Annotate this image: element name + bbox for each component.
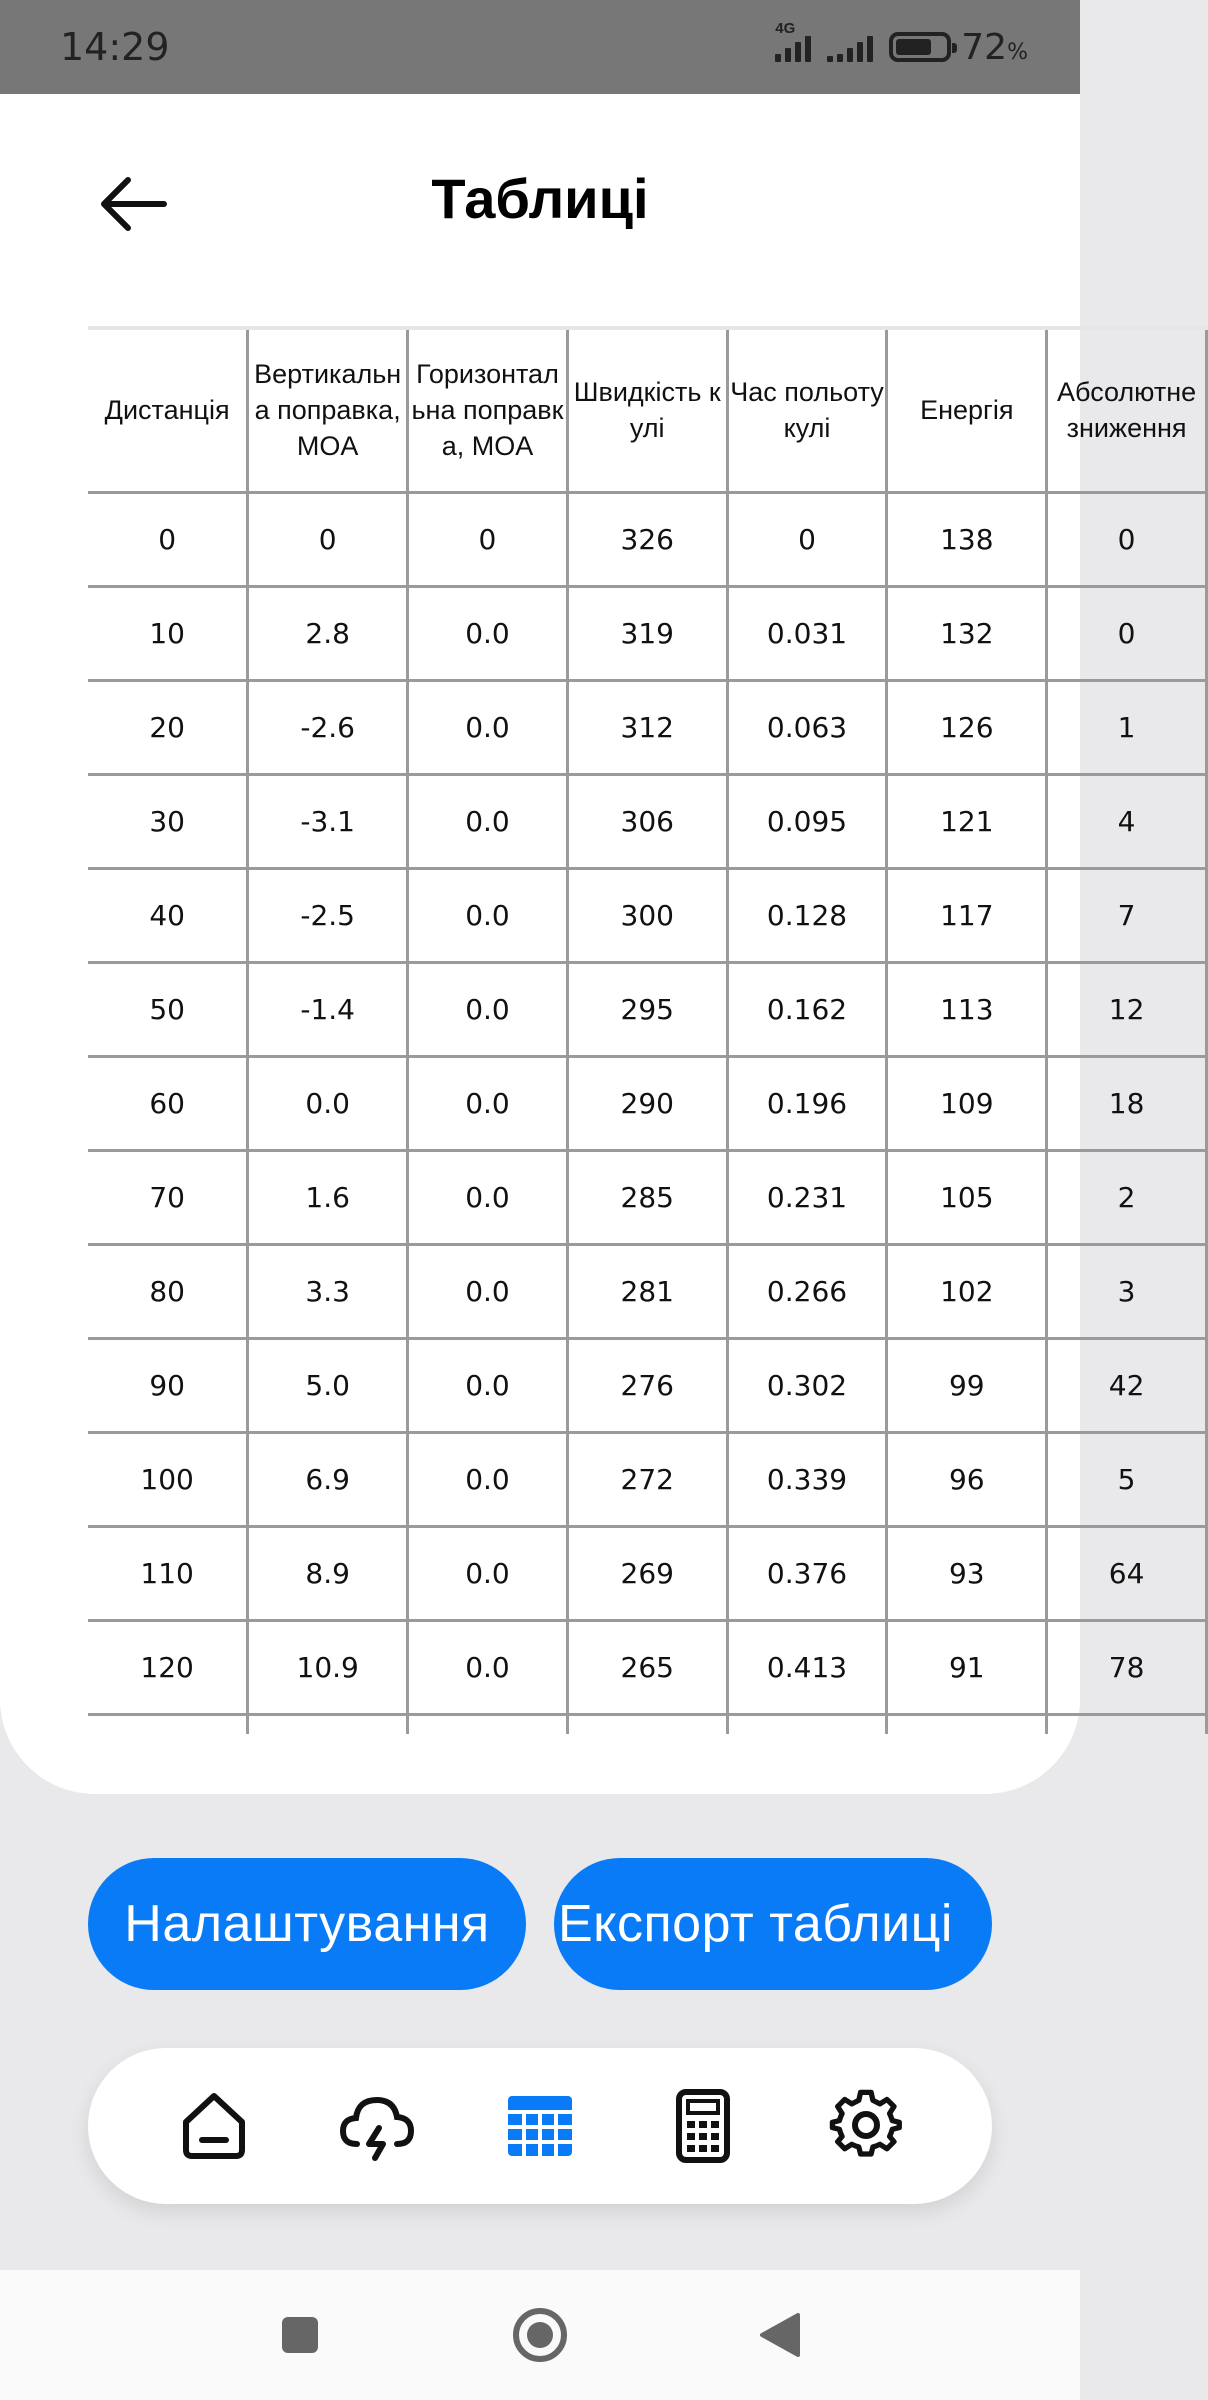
table-cell: 105 (887, 1150, 1047, 1244)
table-cell: 319 (567, 586, 727, 680)
recents-button[interactable] (265, 2300, 335, 2370)
table-cell: 0.302 (727, 1338, 887, 1432)
circle-icon (511, 2306, 569, 2364)
table-cell: 0.0 (408, 962, 568, 1056)
table-cell-empty (248, 1714, 408, 1734)
table-cell: 0.196 (727, 1056, 887, 1150)
table-row (88, 586, 1207, 680)
table-cell: 10.9 (248, 1620, 408, 1714)
table-row (88, 1056, 1207, 1150)
table-cell: 30 (88, 774, 248, 868)
table-cell: 121 (887, 774, 1047, 868)
table-cell: 0.266 (727, 1244, 887, 1338)
table-cell: 3.3 (248, 1244, 408, 1338)
table-cell: 42 (1047, 1338, 1207, 1432)
cellular-signal-icon (775, 20, 811, 62)
table-row (88, 774, 1207, 868)
table-cell: 0.162 (727, 962, 887, 1056)
table-cell: 96 (887, 1432, 1047, 1526)
table-cell: 6.9 (248, 1432, 408, 1526)
table-row-partial (88, 1714, 1207, 1734)
table-cell: 265 (567, 1620, 727, 1714)
table-cell: 0.0 (408, 868, 568, 962)
table-cell: 269 (567, 1526, 727, 1620)
battery-percent: 72 (961, 26, 1008, 68)
table-cell: 276 (567, 1338, 727, 1432)
table-cell-empty (88, 1714, 248, 1734)
table-header-cell: Вертикальна поправка, MOA (248, 328, 408, 492)
weather-icon (337, 2088, 417, 2164)
nav-item-calculator[interactable] (658, 2081, 748, 2171)
export-table-button[interactable]: Експорт таблиці (554, 1858, 992, 1990)
table-cell: 0 (408, 492, 568, 586)
table-header-cell: Горизонтальна поправка, MOA (408, 328, 568, 492)
table-cell: 0.063 (727, 680, 887, 774)
ballistic-table[interactable] (88, 326, 1197, 1726)
table-cell: 0.231 (727, 1150, 887, 1244)
table-cell: 7 (1047, 868, 1207, 962)
status-bar (0, 0, 1080, 94)
table-cell: 132 (887, 586, 1047, 680)
settings-button[interactable]: Налаштування (88, 1858, 526, 1990)
table-header-cell: Абсолютне зниження (1047, 328, 1207, 492)
table-cell: 0.031 (727, 586, 887, 680)
table-cell: 312 (567, 680, 727, 774)
home-system-button[interactable] (505, 2300, 575, 2370)
table-cell: 0.339 (727, 1432, 887, 1526)
table-icon (505, 2091, 575, 2161)
table-cell: 0.0 (408, 1056, 568, 1150)
table-cell: 290 (567, 1056, 727, 1150)
table-cell: 0.0 (408, 1526, 568, 1620)
table-cell: 20 (88, 680, 248, 774)
table-body (88, 492, 1207, 1734)
table-cell: 0 (1047, 492, 1207, 586)
table-cell: 78 (1047, 1620, 1207, 1714)
table-cell: 3 (1047, 1244, 1207, 1338)
table-cell: 50 (88, 962, 248, 1056)
table-cell: 64 (1047, 1526, 1207, 1620)
nav-item-weather[interactable] (332, 2081, 422, 2171)
table-row (88, 680, 1207, 774)
table-row (88, 492, 1207, 586)
table-row (88, 1526, 1207, 1620)
header (0, 94, 1080, 314)
table-cell: 0.376 (727, 1526, 887, 1620)
table-cell: 5 (1047, 1432, 1207, 1526)
status-time: 14:29 (60, 25, 170, 69)
table-cell: 109 (887, 1056, 1047, 1150)
table-cell: 12 (1047, 962, 1207, 1056)
table-cell: 0.0 (408, 1338, 568, 1432)
table-cell: 40 (88, 868, 248, 962)
table-cell: 4 (1047, 774, 1207, 868)
table-cell-empty (887, 1714, 1047, 1734)
table-row (88, 1338, 1207, 1432)
table-cell: 10 (88, 586, 248, 680)
table-cell: 0.0 (408, 1150, 568, 1244)
back-system-button[interactable] (745, 2300, 815, 2370)
status-indicators (775, 20, 1028, 68)
action-buttons (88, 1858, 992, 1990)
table-cell: 138 (887, 492, 1047, 586)
battery-indicator (889, 27, 1028, 68)
table-row (88, 1244, 1207, 1338)
table-cell: 0.0 (408, 680, 568, 774)
table-cell: 0.0 (408, 1620, 568, 1714)
table-row (88, 868, 1207, 962)
table-cell: 0.413 (727, 1620, 887, 1714)
table-cell: -2.5 (248, 868, 408, 962)
bottom-nav (88, 2048, 992, 2204)
table-cell: 0 (88, 492, 248, 586)
table-cell: 102 (887, 1244, 1047, 1338)
table-cell: 120 (88, 1620, 248, 1714)
square-icon (280, 2315, 320, 2355)
table-cell: 326 (567, 492, 727, 586)
table-cell: 91 (887, 1620, 1047, 1714)
table-cell: 1.6 (248, 1150, 408, 1244)
table-cell: 0.0 (408, 586, 568, 680)
nav-item-tables[interactable] (495, 2081, 585, 2171)
table-cell: 117 (887, 868, 1047, 962)
table-cell: 110 (88, 1526, 248, 1620)
table-cell: 295 (567, 962, 727, 1056)
battery-icon (889, 32, 951, 62)
page-title: Таблиці (431, 167, 649, 230)
table-cell: 5.0 (248, 1338, 408, 1432)
table-cell: 2.8 (248, 586, 408, 680)
table-cell: 8.9 (248, 1526, 408, 1620)
table-cell: 70 (88, 1150, 248, 1244)
calculator-icon (673, 2088, 733, 2164)
table-cell: -1.4 (248, 962, 408, 1056)
table-cell: 0 (248, 492, 408, 586)
table-cell: 80 (88, 1244, 248, 1338)
table-cell: 306 (567, 774, 727, 868)
table-cell: 1 (1047, 680, 1207, 774)
table-cell: 126 (887, 680, 1047, 774)
table-cell: -2.6 (248, 680, 408, 774)
table-cell: 113 (887, 962, 1047, 1056)
cellular-signal-2-icon (827, 32, 873, 62)
table-cell: 0.0 (248, 1056, 408, 1150)
table-cell: 0.0 (408, 1244, 568, 1338)
table-cell: -3.1 (248, 774, 408, 868)
table-header-cell: Швидкість кулі (567, 328, 727, 492)
main-card (0, 94, 1197, 1794)
nav-item-home[interactable] (169, 2081, 259, 2171)
table-cell-empty (1047, 1714, 1207, 1734)
table-row (88, 962, 1207, 1056)
table-cell: 0 (1047, 586, 1207, 680)
table-cell-empty (727, 1714, 887, 1734)
table-cell: 100 (88, 1432, 248, 1526)
system-navigation-bar (0, 2270, 1080, 2400)
table-cell: 18 (1047, 1056, 1207, 1150)
table-row (88, 1432, 1207, 1526)
table-header-cell: Енергія (887, 328, 1047, 492)
table-header-row (88, 328, 1207, 492)
table-cell: 0 (727, 492, 887, 586)
table-row (88, 1150, 1207, 1244)
battery-unit: % (1007, 39, 1028, 65)
table-cell: 0.128 (727, 868, 887, 962)
table-cell: 272 (567, 1432, 727, 1526)
table-cell: 90 (88, 1338, 248, 1432)
table-cell: 0.0 (408, 1432, 568, 1526)
table-cell: 281 (567, 1244, 727, 1338)
table-row (88, 1620, 1207, 1714)
home-icon (176, 2088, 252, 2164)
table-cell: 0.0 (408, 774, 568, 868)
triangle-back-icon (758, 2311, 802, 2359)
table-cell: 285 (567, 1150, 727, 1244)
table-cell: 2 (1047, 1150, 1207, 1244)
table-cell-empty (408, 1714, 568, 1734)
table-cell: 99 (887, 1338, 1047, 1432)
table-cell: 93 (887, 1526, 1047, 1620)
table-cell: 60 (88, 1056, 248, 1150)
network-type: 4G (775, 20, 796, 37)
settings-gear-icon (828, 2088, 904, 2164)
table-header-cell: Дистанція (88, 328, 248, 492)
table-cell-empty (567, 1714, 727, 1734)
table-cell: 300 (567, 868, 727, 962)
table-cell: 0.095 (727, 774, 887, 868)
table-header-cell: Час польоту кулі (727, 328, 887, 492)
nav-item-settings[interactable] (821, 2081, 911, 2171)
